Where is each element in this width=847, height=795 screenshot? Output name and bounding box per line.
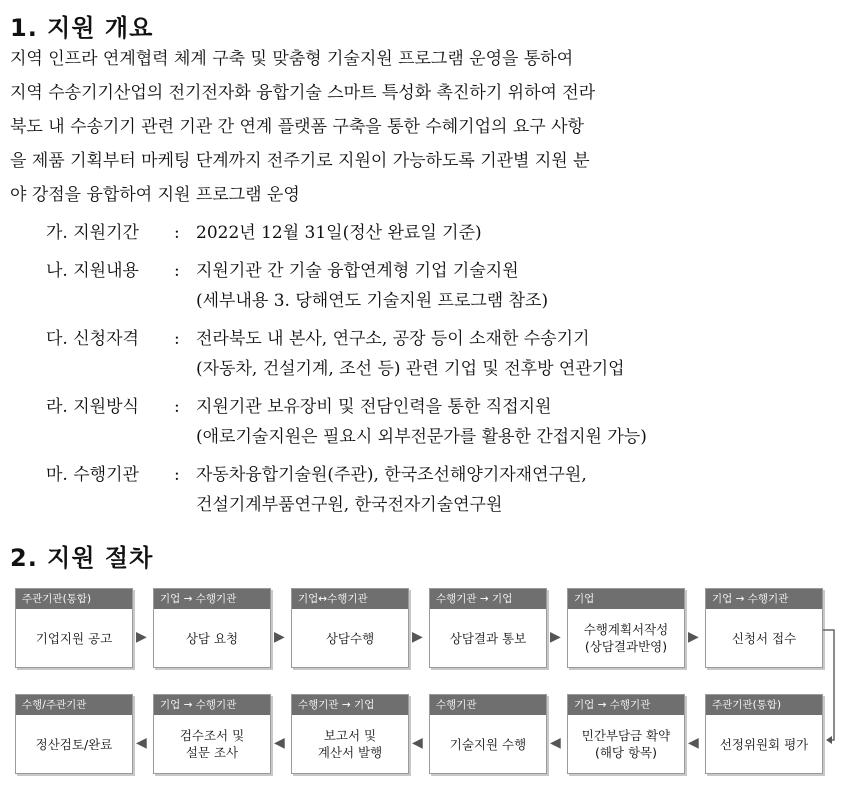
section2-heading: 2. 지원 절차 xyxy=(10,544,154,572)
paragraph-line: 을 제품 기획부터 마케팅 단계까지 전주기로 지원이 가능하도록 기관별 지원 분 xyxy=(10,151,590,171)
step-actor: 주관기관(통합) xyxy=(706,695,822,715)
step-actor: 수행기관 → 기업 xyxy=(292,695,408,715)
overview-paragraph xyxy=(10,42,818,212)
item-colon: : xyxy=(174,261,180,281)
step-actor: 기업 → 수행기관 xyxy=(568,695,684,715)
step-label: 상담결과 통보 xyxy=(449,630,527,646)
step-box xyxy=(567,588,685,668)
step-actor: 기업 → 수행기관 xyxy=(706,589,822,609)
item-value-line: (자동차, 건설기계, 조선 등) 관련 기업 및 전후방 연관기업 xyxy=(196,359,625,379)
step-label: 기술지원 수행 xyxy=(449,736,527,752)
arrow-right-icon: ▶ xyxy=(136,629,147,645)
item-value xyxy=(196,218,482,248)
item-value xyxy=(196,256,548,316)
step-actor: 수행/주관기관 xyxy=(16,695,132,715)
item-value xyxy=(196,392,647,452)
item-label: 마. 수행기관 xyxy=(46,465,139,485)
step-label: 상담 요청 xyxy=(185,630,239,646)
arrow-right-icon: ▶ xyxy=(688,629,699,645)
step-box xyxy=(567,694,685,774)
step-actor: 기업 xyxy=(568,589,684,609)
step-box xyxy=(429,588,547,668)
item-value-line: 지원기관 간 기술 융합연계형 기업 기술지원 xyxy=(196,261,519,281)
step-label: 선정위원회 평가 xyxy=(719,736,809,752)
item-value-line: 자동차융합기술원(주관), 한국조선해양기자재연구원, xyxy=(196,465,587,485)
step-actor: 수행기관 xyxy=(430,695,546,715)
step-label: 수행계획서작성 (상담결과반영) xyxy=(583,622,669,654)
step-box xyxy=(705,588,823,668)
step-label: 보고서 및 계산서 발행 xyxy=(317,728,383,760)
arrow-left-icon: ◀ xyxy=(274,735,285,751)
paragraph-line: 북도 내 수송기기 관련 기관 간 연계 플랫폼 구축을 통한 수혜기업의 요구 사항 xyxy=(10,117,584,137)
item-value-line: 2022년 12월 31일(정산 완료일 기준) xyxy=(196,223,482,243)
step-label: 신청서 접수 xyxy=(731,630,797,646)
arrow-left-icon: ◀ xyxy=(412,735,423,751)
arrow-right-icon: ▶ xyxy=(274,629,285,645)
item-value xyxy=(196,324,625,384)
item-label: 나. 지원내용 xyxy=(46,261,139,281)
item-colon: : xyxy=(174,223,180,243)
step-box xyxy=(15,588,133,668)
item-label: 라. 지원방식 xyxy=(46,397,139,417)
step-label: 정산검토/완료 xyxy=(35,736,113,752)
step-actor: 기업 → 수행기관 xyxy=(154,695,270,715)
paragraph-line: 지역 수송기기산업의 전기전자화 융합기술 스마트 특성화 촉진하기 위하여 전라 xyxy=(10,83,596,103)
step-box xyxy=(291,694,409,774)
step-box xyxy=(153,588,271,668)
step-box xyxy=(429,694,547,774)
step-box xyxy=(291,588,409,668)
item-value-line: (애로기술지원은 필요시 외부전문가를 활용한 간접지원 가능) xyxy=(196,427,647,447)
step-actor: 기업↔수행기관 xyxy=(292,589,408,609)
item-value-line: 지원기관 보유장비 및 전담인력을 통한 직접지원 xyxy=(196,397,552,417)
paragraph-line: 지역 인프라 연계협력 체계 구축 및 맞춤형 기술지원 프로그램 운영을 통하여 xyxy=(10,49,574,69)
arrow-right-icon: ▶ xyxy=(550,629,561,645)
item-colon: : xyxy=(174,329,180,349)
arrow-left-icon: ◀ xyxy=(136,735,147,751)
process-flowchart xyxy=(0,580,847,790)
item-colon: : xyxy=(174,465,180,485)
step-label: 기업지원 공고 xyxy=(35,630,113,646)
step-label: 상담수행 xyxy=(325,630,375,646)
arrow-left-icon: ◀ xyxy=(550,735,561,751)
item-value xyxy=(196,460,587,520)
arrow-right-icon: ▶ xyxy=(412,629,423,645)
step-actor: 기업 → 수행기관 xyxy=(154,589,270,609)
item-label: 가. 지원기간 xyxy=(46,223,139,243)
step-box xyxy=(15,694,133,774)
step-label: 민간부담금 확약 (해당 항목) xyxy=(581,728,671,760)
paragraph-line: 야 강점을 융합하여 지원 프로그램 운영 xyxy=(10,185,300,205)
item-value-line: 전라북도 내 본사, 연구소, 공장 등이 소재한 수송기기 xyxy=(196,329,590,349)
section1-heading: 1. 지원 개요 xyxy=(10,14,154,42)
step-actor: 주관기관(통합) xyxy=(16,589,132,609)
item-colon: : xyxy=(174,397,180,417)
step-label: 검수조서 및 설문 조사 xyxy=(179,728,245,760)
step-box xyxy=(153,694,271,774)
item-value-line: (세부내용 3. 당해연도 기술지원 프로그램 참조) xyxy=(196,291,549,311)
arrow-left-icon: ◀ xyxy=(688,735,699,751)
step-actor: 수행기관 → 기업 xyxy=(430,589,546,609)
item-label: 다. 신청자격 xyxy=(46,329,139,349)
step-box xyxy=(705,694,823,774)
item-value-line: 건설기계부품연구원, 한국전자기술연구원 xyxy=(196,495,503,515)
